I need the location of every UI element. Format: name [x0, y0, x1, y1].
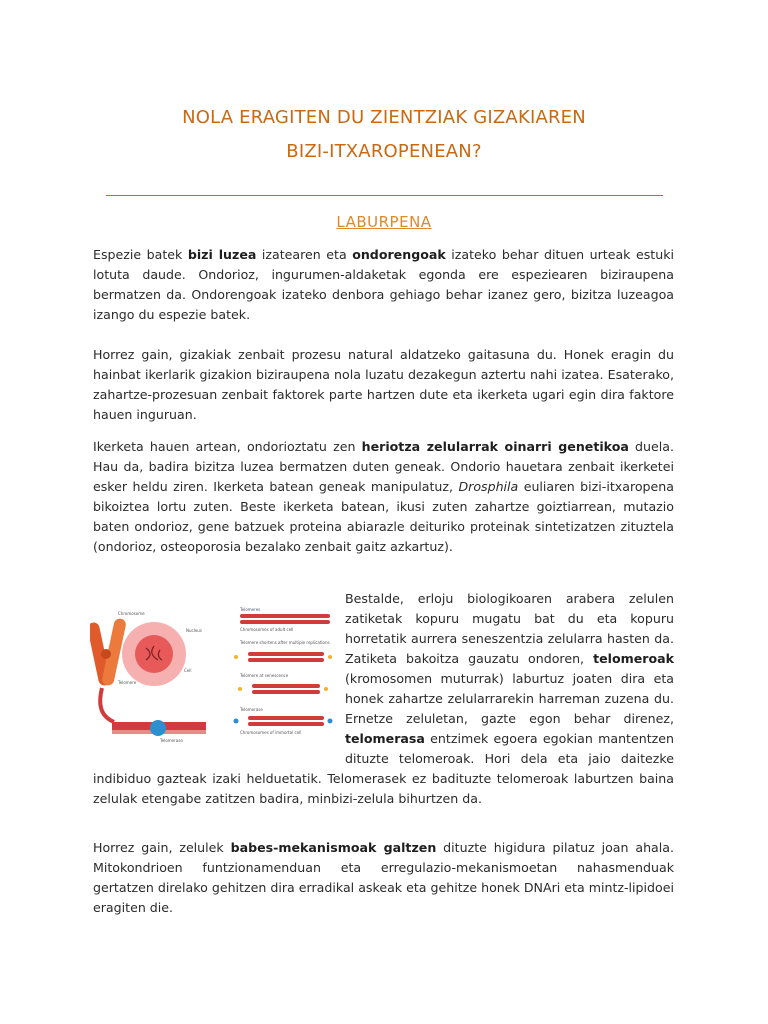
paragraph-5 — [93, 838, 674, 918]
paragraph-4-body — [93, 589, 674, 809]
page-title-line-1: NOLA ERAGITEN DU ZIENTZIAK GIZAKIAREN — [182, 107, 586, 128]
label-telomere: Telomere — [118, 680, 137, 685]
p3-bold-1: heriotza zelularrak oinarri genetikoa — [361, 439, 629, 454]
paragraph-1 — [93, 245, 674, 325]
p1-text-d: izateko behar dituen urteak estuki lotuta daude. Ondorioz, ingurumen-aldaketak egonda ere espeziearen biziraupena bermatzen da. Ondorengoak izateko denbora gehiago behar izanez gero, bizitza luzeagoa izango du espezie batek. — [93, 247, 675, 322]
p4-text-a: Bestalde, erloju biologikoaren arabera zelulen zatiketak kopuru mugatu bat du eta kopuru horretatik aurrera seneszentzia zelularra hasten da. Zatiketa bakoitza gauzatu ondoren, — [345, 591, 674, 666]
p3-text-a: Ikerketa hauen artean, ondorioztatu zen — [93, 439, 362, 454]
label-cell: Cell — [184, 668, 192, 673]
label-immortal-cell: Chromosomes of immortal cell — [240, 730, 302, 735]
p5-text-a: Horrez gain, zelulek — [93, 840, 231, 855]
p5-bold-1: babes-mekanismoak galtzen — [230, 840, 437, 855]
paragraph-3 — [93, 437, 674, 557]
label-chromosome: Chromosome — [118, 611, 145, 616]
title-divider — [106, 195, 663, 196]
p5-text-c: dituzte higidura pilatuz joan ahala. Mitokondrioen funtzionamenduan eta erregulazio-mekanismoetan nahasmenduak gertatzen direlako gehitzen dira erradikal askeak eta gehitze honek DNAri eta mintz-lipidoei eragiten die. — [93, 840, 674, 915]
label-senescence: Telomere at senescence — [240, 673, 289, 678]
p4-text-d: entzimek egoera egokian mantentzen dituzte telomeroak. Hori dela eta jaio daitezke indibiduo gazteak izaki helduetatik. Telomerasek ez badituzte telomeroak laburtzen baina zelulak etengabe zatitzen badira, minbizi-zelula bihurtzen da. — [93, 731, 674, 806]
p3-text-d: euliaren bizi-itxaropena bikoiztea lortu zuten. Beste ikerketa batean, ikusi zuten zahartze goiztiarrean, mutazio baten ondorioz, gene batzuek proteina abiarazle deituriko proteinak sintetizatzen zituztela (ondorioz, osteoporosia bezalako zenbait gaitz azkartuz). — [93, 479, 674, 554]
paragraph-2: Horrez gain, gizakiak zenbait prozesu natural aldatzeko gaitasuna du. Honek eragin du hainbat ikerlarik gizakion biziraupena nola luzatu dezakegun aztertu nahi izatea. Esaterako, zahartze-prozesuan zenbait faktorek parte hartzen dute eta ikerketa ugari egin dira faktore hauen inguruan. — [93, 347, 674, 422]
p1-text-c: izatearen eta — [256, 247, 353, 262]
label-adult-cell: Chromosomes of adult cell — [240, 627, 294, 632]
p1-bold-2: ondorengoak — [352, 247, 446, 262]
label-after-replications: Telomere shortens after multiple replications — [240, 640, 330, 645]
label-telomeres: Telomeres — [240, 607, 261, 612]
p4-bold-2: telomerasa — [345, 731, 425, 746]
section-heading: LABURPENA — [336, 213, 432, 231]
label-nucleus: Nucleus — [186, 628, 202, 633]
label-telomerase-right: Telomerase — [240, 707, 263, 712]
p4-text-c: (kromosomen muturrak) laburtuz joaten dira eta honek zahartze zelularrarekin harreman zuzena du. Ernetze zeluletan, gazte egon behar direnez, — [345, 671, 674, 726]
page-title-line-2: BIZI-ITXAROPENEAN? — [286, 141, 482, 162]
figure-float-spacer — [93, 589, 345, 759]
p3-text-c: duela. Hau da, badira bizitza luzea bermatzen duten geneak. Ondorio hauetara zenbait ikerketei esker heldu ziren. Ikerketa batean geneak manipulatuz, — [93, 439, 674, 494]
p1-text-a: Espezie batek — [93, 247, 188, 262]
label-telomerase: Telomerase — [160, 738, 183, 743]
p3-italic-1: Drosphila — [458, 479, 519, 494]
p4-bold-1: telomeroak — [593, 651, 674, 666]
p1-bold-1: bizi luzea — [187, 247, 257, 262]
